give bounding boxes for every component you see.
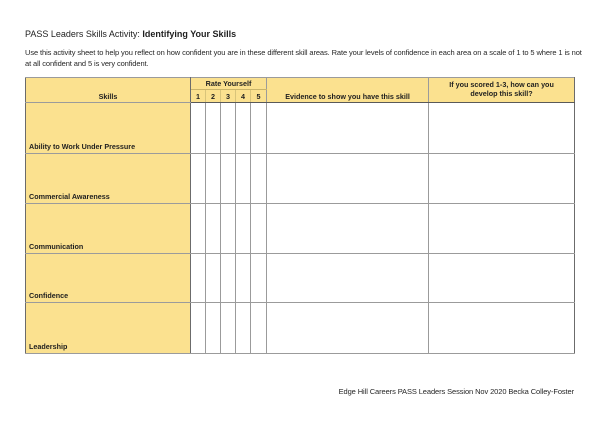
table-row (26, 204, 575, 254)
table-row (26, 154, 575, 204)
skill-label-confidence: Confidence (26, 254, 191, 303)
rating-cell-1[interactable] (191, 204, 206, 254)
rating-cell-4[interactable] (236, 154, 251, 204)
rating-cell-5[interactable] (251, 204, 267, 254)
develop-cell[interactable] (429, 303, 575, 354)
rating-cell-4[interactable] (236, 204, 251, 254)
rating-cell-2[interactable] (206, 254, 221, 303)
develop-cell[interactable] (429, 103, 575, 154)
rating-cell-2[interactable] (206, 204, 221, 254)
evidence-cell[interactable] (267, 103, 429, 154)
rating-cell-1[interactable] (191, 154, 206, 204)
column-header-develop: If you scored 1-3, how can you develop this skill? (429, 78, 575, 103)
rating-cell-3[interactable] (221, 103, 236, 154)
scale-label-4: 4 (236, 90, 251, 103)
page-title (25, 29, 236, 40)
skill-label-communication: Communication (26, 204, 191, 254)
page-title-prefix: PASS Leaders Skills Activity: (25, 29, 143, 39)
scale-label-1: 1 (191, 90, 206, 103)
rating-cell-1[interactable] (191, 254, 206, 303)
rating-cell-5[interactable] (251, 254, 267, 303)
document-footer: Edge Hill Careers PASS Leaders Session Nov 2020 Becka Colley-Foster (338, 387, 574, 396)
evidence-cell[interactable] (267, 303, 429, 354)
rating-cell-2[interactable] (206, 103, 221, 154)
scale-label-5: 5 (251, 90, 267, 103)
rating-cell-3[interactable] (221, 303, 236, 354)
develop-cell[interactable] (429, 204, 575, 254)
page-title-emphasis: Identifying Your Skills (142, 29, 237, 39)
rating-cell-4[interactable] (236, 254, 251, 303)
column-header-evidence: Evidence to show you have this skill (267, 78, 429, 103)
develop-cell[interactable] (429, 254, 575, 303)
rating-cell-3[interactable] (221, 204, 236, 254)
rating-cell-5[interactable] (251, 154, 267, 204)
rating-cell-2[interactable] (206, 154, 221, 204)
table-row (26, 254, 575, 303)
evidence-cell[interactable] (267, 154, 429, 204)
rating-cell-5[interactable] (251, 303, 267, 354)
skill-label-commercial-awareness: Commercial Awareness (26, 154, 191, 204)
rating-cell-2[interactable] (206, 303, 221, 354)
column-header-skills: Skills (26, 78, 191, 103)
rating-cell-4[interactable] (236, 103, 251, 154)
skills-rating-table (25, 77, 575, 354)
instructions-text: Use this activity sheet to help you reflect on how confident you are in these different skill areas. Rate your levels of confidence in each area on a scale of 1 to 5 where 1 is not at all confident and 5 is very confident. (25, 48, 582, 68)
table-row (26, 103, 575, 154)
skill-label-leadership: Leadership (26, 303, 191, 354)
rating-cell-3[interactable] (221, 254, 236, 303)
evidence-cell[interactable] (267, 204, 429, 254)
evidence-cell[interactable] (267, 254, 429, 303)
rating-cell-1[interactable] (191, 303, 206, 354)
skill-label-ability-to-work-under-pressure: Ability to Work Under Pressure (26, 103, 191, 154)
rating-cell-5[interactable] (251, 103, 267, 154)
scale-label-3: 3 (221, 90, 236, 103)
rating-cell-4[interactable] (236, 303, 251, 354)
column-header-rate-yourself: Rate Yourself (191, 78, 267, 90)
table-row (26, 303, 575, 354)
rating-cell-3[interactable] (221, 154, 236, 204)
rating-cell-1[interactable] (191, 103, 206, 154)
scale-label-2: 2 (206, 90, 221, 103)
develop-cell[interactable] (429, 154, 575, 204)
header-row-top (26, 78, 575, 90)
